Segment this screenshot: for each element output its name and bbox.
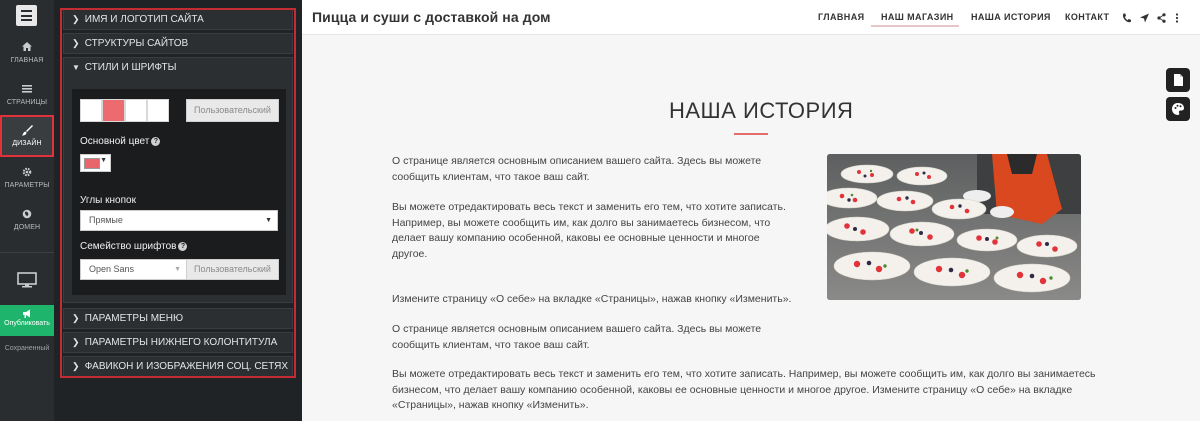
section-label: ПАРАМЕТРЫ НИЖНЕГО КОЛОНТИТУЛА (84, 337, 278, 348)
publish-button[interactable] (0, 305, 54, 336)
chevron-right-icon: ❯ (72, 38, 80, 48)
chevron-right-icon: ❯ (72, 337, 80, 347)
rail-item-label: ДОМЕН (13, 224, 41, 231)
section-label: СТИЛИ И ШРИФТЫ (84, 62, 177, 73)
custom-palette-button[interactable]: Пользовательский (186, 99, 279, 122)
nav-active-indicator (871, 25, 959, 27)
select-value: Прямые (89, 215, 123, 225)
rail-item-label: ДИЗАЙН (12, 140, 42, 147)
rail-item-label: ГЛАВНАЯ (10, 57, 44, 64)
section-styles-fonts (63, 57, 293, 303)
help-icon[interactable]: ? (178, 242, 187, 251)
caret-down-icon: ▼ (100, 157, 107, 164)
kitchen-photo[interactable] (827, 154, 1081, 300)
gear-icon (0, 167, 54, 181)
section-menu-params[interactable] (63, 308, 293, 329)
section-label: СТРУКТУРЫ САЙТОВ (84, 38, 189, 49)
food-plates-image (827, 154, 1081, 300)
section-heading: НАША ИСТОРИЯ (669, 98, 854, 123)
paragraph: Вы можете отредактировать весь текст и заменить его тем, что хотите записать. Например, вы можете сообщить им, как долго вы занимаетесь бизнесом, что делает вашу компанию особенной, каковы ее основные ценности и многое другое. (392, 201, 786, 260)
rail-item-label: ПАРАМЕТРЫ (4, 182, 50, 189)
desktop-preview-icon[interactable] (17, 272, 37, 288)
caret-down-icon: ▼ (265, 217, 272, 224)
palette-swatches[interactable] (80, 99, 169, 122)
home-icon (0, 42, 54, 56)
megaphone-icon (0, 309, 54, 320)
rail-item-design[interactable] (0, 115, 54, 157)
rail-item-domain[interactable] (0, 209, 54, 249)
custom-font-button[interactable]: Пользовательский (186, 259, 279, 280)
saved-status: Сохраненный (4, 345, 50, 352)
section-favicon[interactable] (63, 356, 293, 377)
page-tool-button[interactable] (1166, 68, 1190, 92)
color-swatch (84, 158, 100, 169)
chevron-right-icon: ❯ (72, 14, 80, 24)
globe-icon (0, 209, 54, 223)
main-color-label (80, 136, 160, 147)
rail-item-home[interactable] (0, 42, 54, 82)
nav-link-shop[interactable]: НАШ МАГАЗИН (881, 12, 954, 22)
nav-link-home[interactable]: ГЛАВНАЯ (818, 12, 865, 22)
nav-link-contact[interactable]: КОНТАКТ (1065, 12, 1110, 22)
left-rail (0, 0, 54, 421)
chevron-right-icon: ❯ (72, 313, 80, 323)
site-title[interactable]: Пицца и суши с доставкой на дом (312, 9, 551, 25)
palette-swatch[interactable] (102, 99, 124, 122)
button-corners-label: Углы кнопок (80, 195, 136, 206)
section-name-logo[interactable] (63, 9, 293, 30)
document-icon (1166, 68, 1190, 92)
site-header (302, 0, 1200, 35)
section-footer-params[interactable] (63, 332, 293, 353)
brush-icon (2, 125, 52, 139)
chevron-right-icon: ❯ (72, 361, 80, 371)
palette-icon (1166, 97, 1190, 121)
button-corners-select[interactable] (80, 210, 278, 231)
palette-swatch[interactable] (80, 99, 102, 122)
location-arrow-icon[interactable] (1140, 10, 1150, 22)
section-label: ПАРАМЕТРЫ МЕНЮ (84, 313, 184, 324)
dots-menu-icon[interactable] (1175, 10, 1185, 22)
theme-tool-button[interactable] (1166, 97, 1190, 121)
menu-icon[interactable] (16, 5, 37, 26)
rail-divider (0, 252, 54, 253)
site-preview (302, 0, 1200, 421)
rail-item-label: СТРАНИЦЫ (6, 99, 48, 106)
paragraph: О странице является основным описанием вашего сайта. Здесь вы можете сообщить клиентам, что такое ваш сайт. (392, 323, 762, 351)
section-label: ИМЯ И ЛОГОТИП САЙТА (84, 14, 204, 25)
paragraph: Измените страницу «О себе» на вкладке «Страницы», нажав кнопку «Изменить». (392, 293, 792, 305)
section-structures[interactable] (63, 33, 293, 54)
caret-down-icon: ▼ (174, 266, 181, 273)
section-label: ФАВИКОН И ИЗОБРАЖЕНИЯ СОЦ. СЕТЯХ (84, 361, 288, 372)
main-color-text: Основной цвет (80, 136, 150, 147)
chevron-down-icon: ▼ (72, 63, 80, 72)
paragraph: О странице является основным описанием вашего сайта. Здесь вы можете сообщить клиентам, что такое ваш сайт. (392, 155, 762, 183)
help-icon[interactable]: ? (151, 137, 160, 146)
paragraph: Вы можете отредактировать весь текст и заменить его тем, что хотите записать. Например, вы можете сообщить им, как долго вы занимаетесь бизнесом, что делает вашу компанию особенной, каковы ее основные ценности и многое другое. Измените страницу «О себе» на вкладке «Страницы», нажав кнопку «Изменить». (392, 368, 1096, 412)
publish-label: Опубликовать (4, 320, 50, 327)
palette-swatch[interactable] (147, 99, 169, 122)
nav-link-history[interactable]: НАША ИСТОРИЯ (971, 12, 1051, 22)
share-icon[interactable] (1157, 10, 1167, 22)
phone-icon[interactable] (1122, 10, 1132, 22)
main-color-picker[interactable] (80, 154, 111, 172)
font-family-label (80, 241, 187, 252)
select-value: Open Sans (89, 264, 135, 274)
palette-swatch[interactable] (125, 99, 147, 122)
section-header[interactable] (64, 58, 292, 79)
font-family-select[interactable] (80, 259, 187, 280)
pages-icon (0, 84, 54, 98)
font-family-text: Семейство шрифтов (80, 241, 177, 252)
button-font-settings (72, 184, 286, 295)
heading-accent-line (734, 133, 768, 135)
rail-item-settings[interactable] (0, 167, 54, 207)
